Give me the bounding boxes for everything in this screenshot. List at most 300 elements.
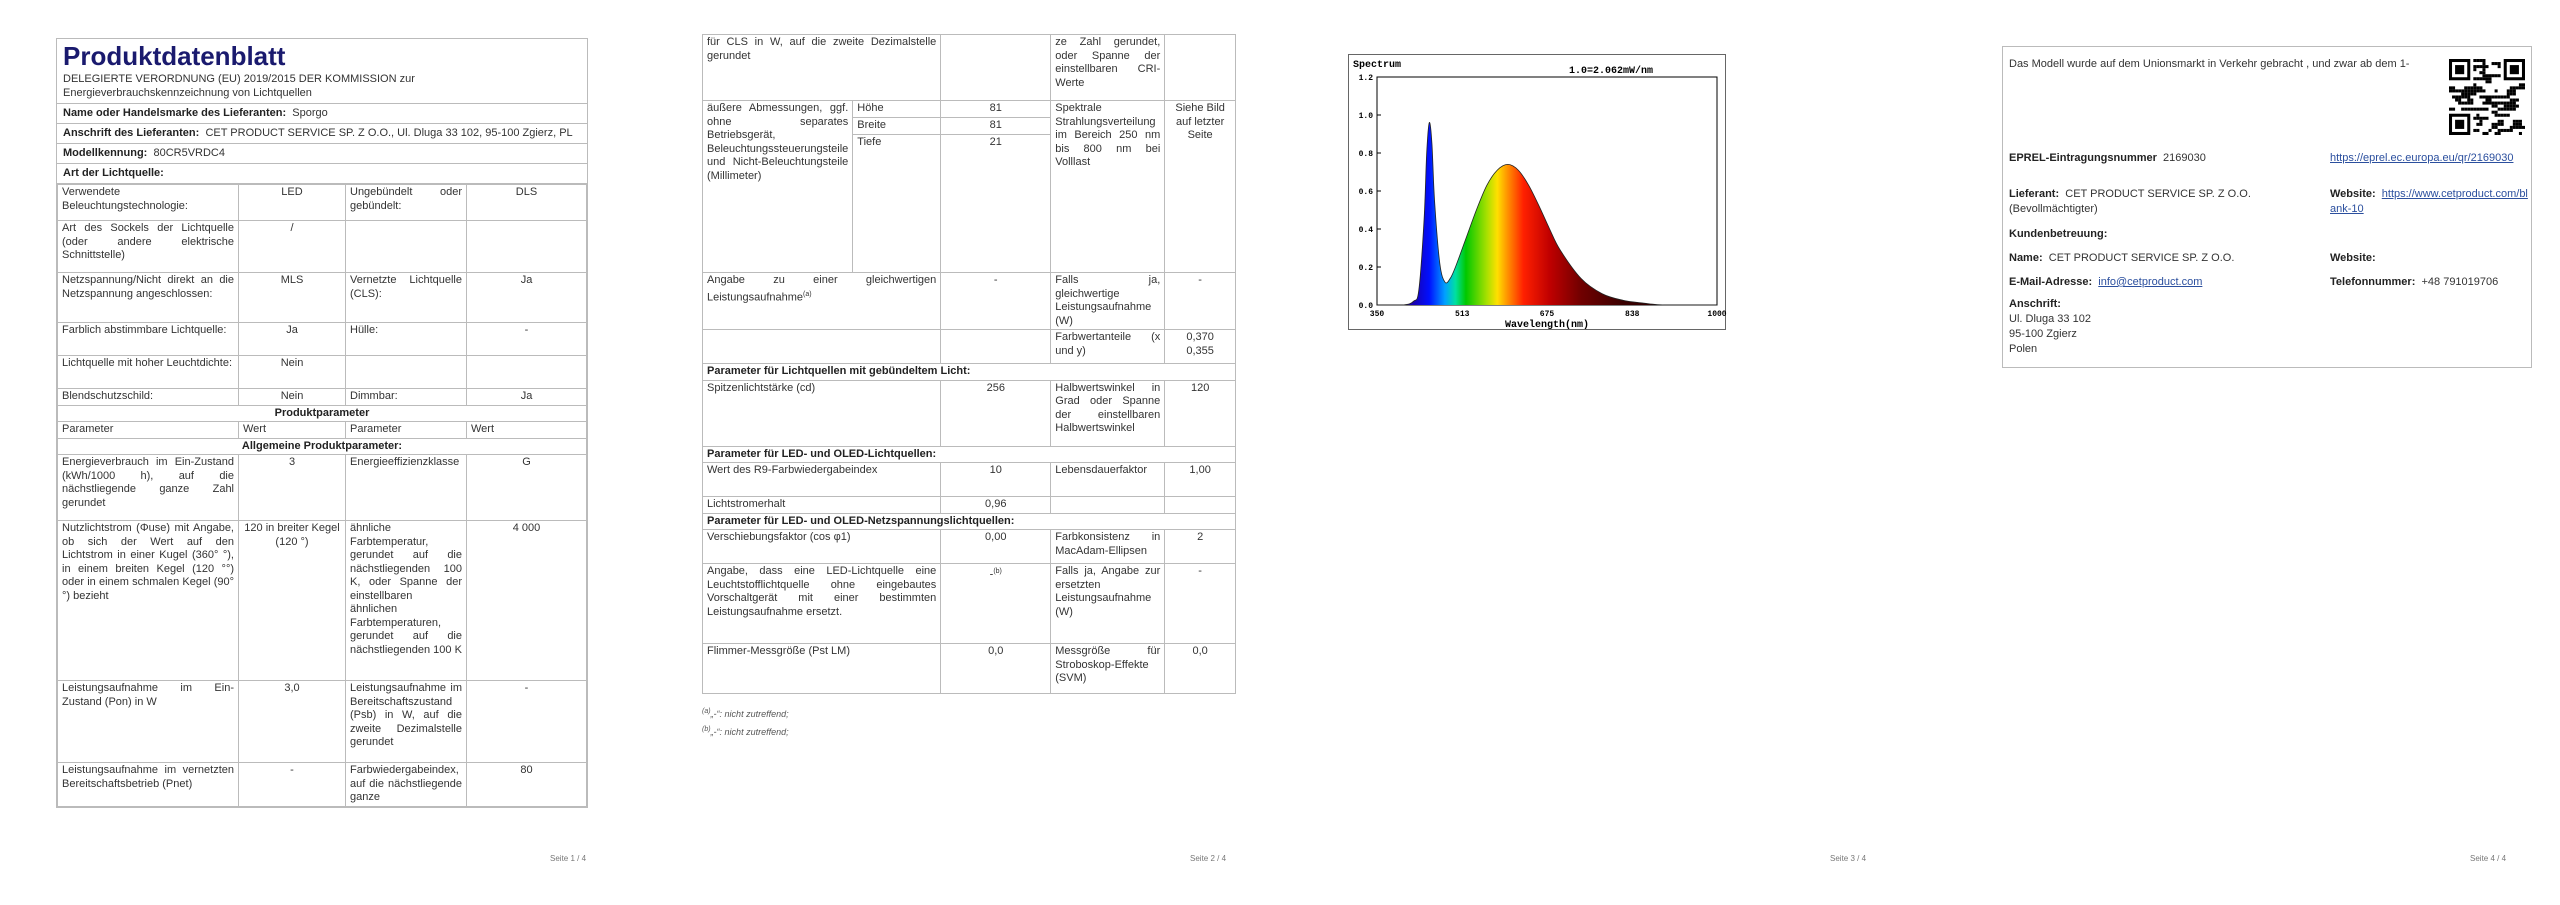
- qr-code-icon[interactable]: [2449, 59, 2525, 135]
- table-cell: MLS: [239, 273, 346, 323]
- qr-module: [2479, 95, 2482, 98]
- table-cell: ze Zahl gerundet, oder Spanne der einstellbaren CRI-Werte: [1051, 35, 1165, 101]
- phone-row: [2330, 275, 2530, 290]
- qr-module: [2476, 77, 2479, 80]
- qr-module: [2489, 102, 2492, 105]
- footnote-text: „-“: nicht zutreffend;: [710, 709, 789, 719]
- qr-module: [2507, 108, 2510, 111]
- qr-module: [2470, 86, 2473, 89]
- qr-module: [2482, 95, 2485, 98]
- product-params-heading: Produktparameter: [58, 405, 587, 422]
- qr-module: [2482, 65, 2485, 68]
- address-label: Anschrift:: [2009, 298, 2061, 310]
- x-tick-label: 513: [1455, 310, 1470, 319]
- qr-module: [2501, 114, 2504, 117]
- mains-heading: Parameter für LED- und OLED-Netzspannungslichtquellen:: [703, 513, 1236, 530]
- eprel-link[interactable]: https://eprel.ec.europa.eu/qr/2169030: [2330, 152, 2514, 164]
- qr-module: [2458, 102, 2461, 105]
- qr-module: [2479, 89, 2482, 92]
- qr-finder: [2455, 65, 2464, 74]
- phone-label: Telefonnummer:: [2330, 276, 2416, 288]
- qr-module: [2479, 123, 2482, 126]
- qr-module: [2467, 89, 2470, 92]
- datasheet-page-1: [56, 38, 588, 808]
- flicker-label: Flimmer-Messgröße (Pst LM): [703, 644, 941, 694]
- table-row: [58, 455, 587, 521]
- qr-module: [2507, 102, 2510, 105]
- footnotes: [702, 704, 1236, 740]
- x-tick-label: 838: [1625, 310, 1640, 319]
- qr-module: [2498, 95, 2501, 98]
- qr-module: [2519, 126, 2522, 129]
- table-cell: Art des Sockels der Lichtquelle (oder andere elektrische Schnittstelle): [58, 221, 239, 273]
- column-header-row: [58, 422, 587, 439]
- table-row: [703, 380, 1236, 446]
- qr-module: [2513, 123, 2516, 126]
- section-header-row: [703, 446, 1236, 463]
- table-row: [58, 681, 587, 763]
- y-tick-label: 0.0: [1358, 302, 1373, 311]
- qr-module: [2501, 95, 2504, 98]
- table-row: [703, 35, 1236, 101]
- table-cell: Verwendete Beleuchtungstechnologie:: [58, 185, 239, 221]
- supplier-name-row: [57, 104, 587, 124]
- qr-module: [2522, 126, 2525, 129]
- qr-module: [2510, 108, 2513, 111]
- x-tick-label: 1000: [1707, 310, 1727, 319]
- qr-module: [2482, 68, 2485, 71]
- table-cell: Ja: [239, 323, 346, 356]
- footnote-mark: (a): [702, 708, 711, 715]
- qr-module: [2473, 68, 2476, 71]
- address-block: [2009, 297, 2091, 357]
- qr-module: [2510, 92, 2513, 95]
- supplier-label: Lieferant:: [2009, 188, 2060, 200]
- color-label: Farbwertanteile (x und y): [1051, 330, 1165, 364]
- qr-module: [2485, 95, 2488, 98]
- qr-module: [2489, 99, 2492, 102]
- qr-module: [2473, 108, 2476, 111]
- qr-module: [2495, 114, 2498, 117]
- table-cell: Leistungsaufnahme im vernetzten Bereitschaftsbetrieb (Pnet): [58, 763, 239, 807]
- replace-right-label: Falls ja, Angabe zur ersetzten Leistungsaufnahme (W): [1051, 564, 1165, 644]
- qr-module: [2519, 132, 2522, 135]
- supplier-row: [2009, 187, 2319, 217]
- qr-module: [2504, 108, 2507, 111]
- section-header-row: [703, 513, 1236, 530]
- page-number: Seite 2 / 4: [1190, 854, 1227, 863]
- shift-label: Verschiebungsfaktor (cos φ1): [703, 530, 941, 564]
- table-cell: Vernetzte Lichtquelle (CLS):: [346, 273, 467, 323]
- qr-module: [2476, 123, 2479, 126]
- equiv-value: -: [941, 273, 1051, 330]
- qr-module: [2513, 89, 2516, 92]
- table-row: [703, 101, 1236, 118]
- table-cell: Dimmbar:: [346, 389, 467, 406]
- qr-module: [2513, 105, 2516, 108]
- qr-module: [2513, 99, 2516, 102]
- footnote-mark: (a): [803, 290, 812, 298]
- qr-module: [2501, 102, 2504, 105]
- qr-module: [2498, 132, 2501, 135]
- column-header: Parameter: [58, 422, 239, 439]
- footnote-mark: (b): [993, 568, 1002, 575]
- table-cell: [703, 273, 941, 330]
- qr-module: [2513, 102, 2516, 105]
- email-row: [2009, 275, 2319, 290]
- shift-value: 0,00: [941, 530, 1051, 564]
- qr-finder: [2510, 65, 2519, 74]
- flicker-value: 0,0: [941, 644, 1051, 694]
- qr-module: [2485, 99, 2488, 102]
- color-x: 0,370: [1186, 331, 1214, 343]
- qr-module: [2455, 95, 2458, 98]
- table-cell: 120 in breiter Kegel (120 °): [239, 521, 346, 681]
- spectral-label: Spektrale Strahlungsverteilung im Bereich 250 nm bis 800 nm bei Volllast: [1051, 101, 1165, 273]
- table-row: [58, 521, 587, 681]
- table-cell: Farblich abstimmbare Lichtquelle:: [58, 323, 239, 356]
- qr-module: [2464, 102, 2467, 105]
- table-cell: Blendschutzschild:: [58, 389, 239, 406]
- qr-module: [2504, 95, 2507, 98]
- address-line: 95-100 Zgierz: [2009, 328, 2077, 340]
- column-header: Wert: [239, 422, 346, 439]
- section-header-row: [58, 438, 587, 455]
- footnote-text: „-“: nicht zutreffend;: [710, 727, 789, 737]
- supplier-address-row: [57, 124, 587, 144]
- qr-module: [2479, 77, 2482, 80]
- qr-module: [2504, 114, 2507, 117]
- qr-module: [2476, 117, 2479, 120]
- qr-module: [2461, 89, 2464, 92]
- footnote-a: [702, 704, 1236, 722]
- qr-module: [2470, 92, 2473, 95]
- name-label: Name:: [2009, 252, 2043, 264]
- page-number: Seite 1 / 4: [550, 854, 587, 863]
- strobo-value: 0,0: [1165, 644, 1236, 694]
- qr-module: [2501, 120, 2504, 123]
- qr-module: [2492, 74, 2495, 77]
- y-tick-label: 0.6: [1358, 188, 1373, 197]
- column-header: Wert: [467, 422, 587, 439]
- qr-module: [2485, 108, 2488, 111]
- qr-module: [2464, 95, 2467, 98]
- qr-module: [2495, 111, 2498, 114]
- qr-module: [2482, 117, 2485, 120]
- table-row: [58, 389, 587, 406]
- qr-module: [2492, 95, 2495, 98]
- page-number: Seite 4 / 4: [2470, 854, 2507, 863]
- qr-module: [2461, 95, 2464, 98]
- qr-module: [2507, 105, 2510, 108]
- table-cell: Ja: [467, 389, 587, 406]
- table-cell: Energieverbrauch im Ein-Zustand (kWh/1000 h), auf die nächstliegende ganze Zahl gerundet: [58, 455, 239, 521]
- x-tick-label: 350: [1369, 310, 1385, 319]
- model-row: [57, 144, 587, 164]
- table-cell: [1165, 35, 1236, 101]
- general-params-heading: Allgemeine Produktparameter:: [58, 438, 587, 455]
- qr-module: [2516, 86, 2519, 89]
- table-cell: [703, 330, 941, 364]
- qr-module: [2458, 95, 2461, 98]
- table-cell: für CLS in W, auf die zweite Dezimalstelle gerundet: [703, 35, 941, 101]
- table-row: [58, 185, 587, 221]
- y-tick-label: 0.4: [1358, 226, 1373, 235]
- supplier-address-value: CET PRODUCT SERVICE SP. Z O.O., Ul. Dluga 33 102, 95-100 Zgierz, PL: [205, 127, 573, 139]
- support-heading: [2009, 227, 2107, 242]
- spectrum-fill: [1377, 77, 1717, 305]
- supplier-address-label: Anschrift des Lieferanten:: [63, 127, 200, 139]
- qr-module: [2479, 59, 2482, 62]
- qr-module: [2449, 108, 2452, 111]
- column-header: Parameter: [346, 422, 467, 439]
- eprel-row: [2009, 151, 2239, 166]
- dim-depth-label: Tiefe: [853, 135, 941, 273]
- qr-module: [2467, 102, 2470, 105]
- qr-module: [2495, 102, 2498, 105]
- qr-module: [2464, 92, 2467, 95]
- qr-module: [2461, 102, 2464, 105]
- qr-module: [2473, 65, 2476, 68]
- qr-module: [2461, 92, 2464, 95]
- equiv-right-label: Falls ja, gleichwertige Leistungsaufnahme (W): [1051, 273, 1165, 330]
- page-2: [640, 0, 1280, 905]
- qr-module: [2495, 62, 2498, 65]
- qr-module: [2485, 77, 2488, 80]
- market-intro: Das Modell wurde auf dem Unionsmarkt in Verkehr gebracht , und zwar ab dem 1-: [2009, 58, 2410, 70]
- life-label: Lebensdauerfaktor: [1051, 463, 1165, 497]
- x-tick-label: 675: [1539, 310, 1555, 319]
- led-heading: Parameter für LED- und OLED-Lichtquellen:: [703, 446, 1236, 463]
- table-cell: -: [467, 323, 587, 356]
- bundled-heading: Parameter für Lichtquellen mit gebündeltem Licht:: [703, 364, 1236, 381]
- qr-module: [2498, 65, 2501, 68]
- qr-module: [2467, 108, 2470, 111]
- qr-module: [2510, 102, 2513, 105]
- replace-value: -: [989, 568, 994, 581]
- phone-value: +48 791019706: [2421, 276, 2499, 288]
- qr-module: [2458, 89, 2461, 92]
- table-cell: -: [239, 763, 346, 807]
- qr-module: [2513, 120, 2516, 123]
- qr-module: [2504, 129, 2507, 132]
- qr-module: [2513, 92, 2516, 95]
- dimensions-label: äußere Abmessungen, ggf. ohne separates Betriebsgerät, Beleuchtungssteuerungsteile und Nicht-Beleuchtungsteile (Millimeter): [703, 101, 853, 273]
- qr-module: [2489, 77, 2492, 80]
- replace-label: Angabe, dass eine LED-Lichtquelle eine Leuchtstofflichtquelle ohne eingebautes Vorschaltgerät mit einer bestimmten Leistungsaufnahme ersetzt.: [703, 564, 941, 644]
- footnote-b: [702, 722, 1236, 740]
- qr-module: [2516, 120, 2519, 123]
- table-cell: [346, 356, 467, 389]
- qr-module: [2485, 132, 2488, 135]
- qr-module: [2476, 65, 2479, 68]
- replace-right-value: -: [1165, 564, 1236, 644]
- spectral-value: Siehe Bild auf letzter Seite: [1165, 101, 1236, 273]
- qr-module: [2479, 65, 2482, 68]
- table-row: [703, 644, 1236, 694]
- table-cell: Farbwiedergabeindex, auf die nächstliegende ganze: [346, 763, 467, 807]
- qr-module: [2498, 74, 2501, 77]
- table-cell: Lichtquelle mit hoher Leuchtdichte:: [58, 356, 239, 389]
- qr-module: [2510, 99, 2513, 102]
- qr-module: [2479, 108, 2482, 111]
- qr-finder: [2455, 120, 2464, 129]
- qr-module: [2467, 92, 2470, 95]
- qr-module: [2485, 102, 2488, 105]
- qr-module: [2495, 123, 2498, 126]
- spectrum-svg: [1349, 55, 1727, 331]
- model-value: 80CR5VRDC4: [153, 147, 225, 159]
- qr-module: [2458, 99, 2461, 102]
- table-row: [703, 497, 1236, 514]
- website-label: Website:: [2330, 188, 2376, 200]
- website2-row: [2330, 251, 2376, 266]
- lumen-value: 0,96: [941, 497, 1051, 514]
- qr-module: [2501, 123, 2504, 126]
- qr-module: [2464, 86, 2467, 89]
- qr-module: [2485, 74, 2488, 77]
- qr-module: [2470, 89, 2473, 92]
- qr-module: [2510, 126, 2513, 129]
- address-line: Ul. Dluga 33 102: [2009, 313, 2091, 325]
- table-cell: -: [467, 681, 587, 763]
- website-row: [2330, 187, 2530, 217]
- qr-module: [2470, 108, 2473, 111]
- light-type-row: [57, 164, 587, 184]
- qr-module: [2473, 117, 2476, 120]
- qr-module: [2492, 123, 2495, 126]
- consist-value: 2: [1165, 530, 1236, 564]
- y-tick-label: 1.2: [1358, 74, 1373, 83]
- consist-label: Farbkonsistenz in MacAdam-Ellipsen: [1051, 530, 1165, 564]
- beam-value: 120: [1165, 380, 1236, 446]
- chart-annotation: 1.0=2.062mW/nm: [1569, 66, 1654, 77]
- support-label: Kundenbetreuung:: [2009, 228, 2108, 240]
- section-header-row: [703, 364, 1236, 381]
- qr-module: [2482, 71, 2485, 74]
- light-type-table: [57, 184, 587, 807]
- qr-module: [2516, 99, 2519, 102]
- table-cell: Nein: [239, 389, 346, 406]
- qr-module: [2485, 80, 2488, 83]
- r9-label: Wert des R9-Farbwiedergabeindex: [703, 463, 941, 497]
- qr-module: [2504, 105, 2507, 108]
- regulation-subtitle: DELEGIERTE VERORDNUNG (EU) 2019/2015 DER KOMMISSION zur Energieverbrauchskennzeichnung von Lichtquellen: [57, 72, 587, 104]
- y-tick-label: 0.8: [1358, 150, 1373, 159]
- website-link[interactable]: https://www.cetproduct.com/blank-10: [2330, 188, 2528, 215]
- qr-module: [2473, 92, 2476, 95]
- dim-height-value: 81: [941, 101, 1051, 118]
- page-number: Seite 3 / 4: [1830, 854, 1867, 863]
- table-cell: [1165, 497, 1236, 514]
- qr-module: [2461, 108, 2464, 111]
- table-cell: Netzspannung/Nicht direkt an die Netzspannung angeschlossen:: [58, 273, 239, 323]
- qr-module: [2467, 86, 2470, 89]
- qr-module: [2495, 132, 2498, 135]
- qr-module: [2489, 95, 2492, 98]
- table-cell: Nein: [239, 356, 346, 389]
- qr-module: [2522, 86, 2525, 89]
- qr-module: [2498, 108, 2501, 111]
- table-row: [703, 564, 1236, 644]
- table-cell: [941, 35, 1051, 101]
- page-1: [0, 0, 640, 905]
- dim-width-value: 81: [941, 118, 1051, 135]
- qr-module: [2476, 59, 2479, 62]
- qr-module: [2479, 120, 2482, 123]
- email-label: E-Mail-Adresse:: [2009, 276, 2093, 288]
- section-header-row: [58, 405, 587, 422]
- y-tick-label: 1.0: [1358, 112, 1373, 121]
- y-tick-label: 0.2: [1358, 264, 1373, 273]
- qr-module: [2495, 126, 2498, 129]
- qr-module: [2476, 86, 2479, 89]
- footnote-mark: (b): [702, 726, 711, 733]
- qr-module: [2519, 83, 2522, 86]
- qr-module: [2467, 99, 2470, 102]
- qr-module: [2452, 86, 2455, 89]
- table-cell: [1051, 497, 1165, 514]
- table-row: [703, 463, 1236, 497]
- table-row: [58, 763, 587, 807]
- qr-module: [2470, 102, 2473, 105]
- qr-module: [2513, 126, 2516, 129]
- qr-module: [2489, 74, 2492, 77]
- qr-module: [2473, 83, 2476, 86]
- eprel-info-box: [2002, 46, 2532, 368]
- table-cell: 4 000: [467, 521, 587, 681]
- color-y: 0,355: [1186, 344, 1214, 357]
- params-table-2: [702, 34, 1236, 694]
- qr-module: [2510, 89, 2513, 92]
- qr-module: [2510, 129, 2513, 132]
- qr-module: [2452, 108, 2455, 111]
- qr-module: [2452, 89, 2455, 92]
- qr-module: [2489, 80, 2492, 83]
- qr-module: [2516, 105, 2519, 108]
- table-cell: ähnliche Farbtemperatur, gerundet auf die nächstliegenden 100 K, oder Spanne der einstellbaren ähnlichen Farbtemperaturen, gerundet auf die nächstliegenden 100 K: [346, 521, 467, 681]
- qr-module: [2498, 129, 2501, 132]
- qr-module: [2516, 123, 2519, 126]
- qr-module: [2495, 74, 2498, 77]
- eprel-label: EPREL-Eintragungsnummer: [2009, 152, 2157, 164]
- supplier-value: CET PRODUCT SERVICE SP. Z O.O. (Bevollmächtigter): [2009, 188, 2251, 215]
- qr-module: [2482, 77, 2485, 80]
- model-label: Modellkennung:: [63, 147, 148, 159]
- qr-module: [2507, 95, 2510, 98]
- qr-module: [2519, 123, 2522, 126]
- qr-module: [2479, 71, 2482, 74]
- eprel-value: 2169030: [2163, 152, 2206, 164]
- qr-module: [2455, 89, 2458, 92]
- table-row: [703, 273, 1236, 330]
- qr-module: [2479, 117, 2482, 120]
- qr-module: [2482, 102, 2485, 105]
- table-row: [58, 356, 587, 389]
- email-link[interactable]: info@cetproduct.com: [2098, 276, 2203, 288]
- qr-module: [2476, 129, 2479, 132]
- qr-module: [2498, 102, 2501, 105]
- qr-module: [2519, 120, 2522, 123]
- qr-module: [2498, 114, 2501, 117]
- qr-module: [2492, 62, 2495, 65]
- qr-module: [2449, 89, 2452, 92]
- name-row: [2009, 251, 2319, 266]
- chart-title: Spectrum: [1353, 60, 1402, 71]
- qr-module: [2485, 117, 2488, 120]
- table-cell: 80: [467, 763, 587, 807]
- qr-module: [2467, 95, 2470, 98]
